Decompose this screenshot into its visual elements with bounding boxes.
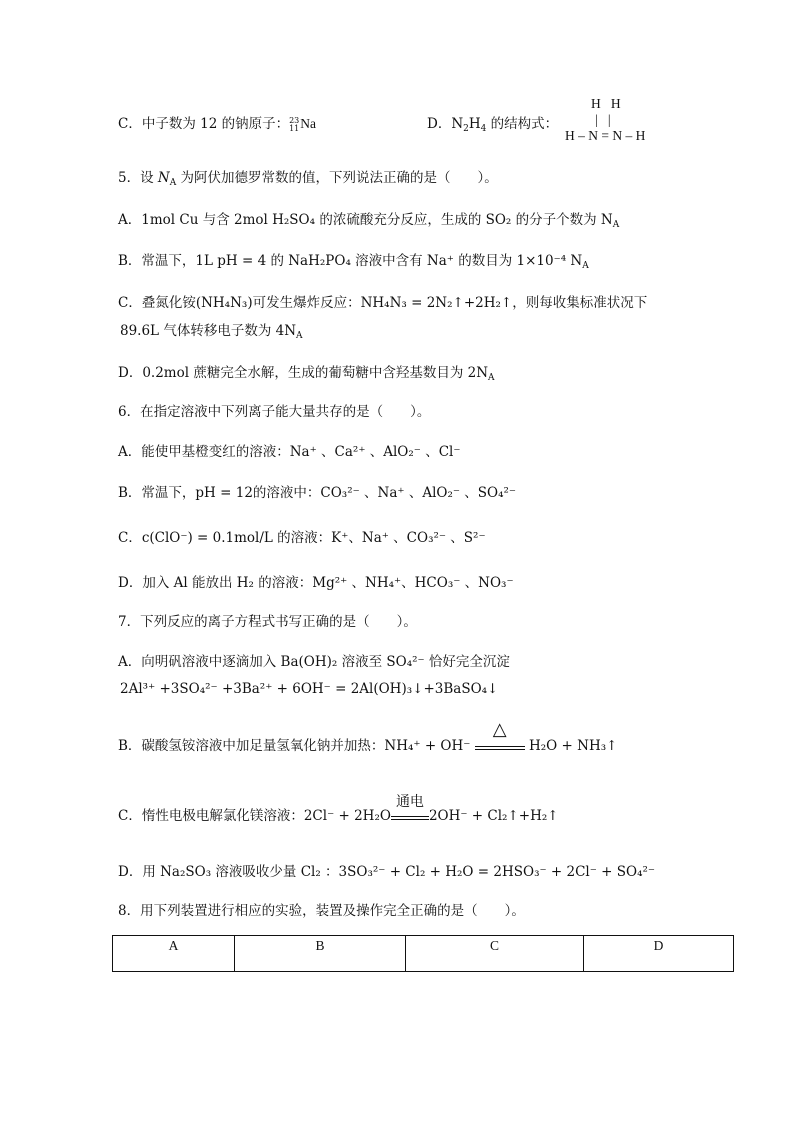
table-cell-c: C [406,936,584,972]
table-cell-b: B [235,936,406,972]
q5-option-c-line2: 89.6L 气体转移电子数为 $4N_A$ [120,323,303,341]
q7-option-a-line1: A．向明矾溶液中逐滴加入 Ba(OH)₂ 溶液至 SO₄²⁻ 恰好完全沉淀 [118,654,510,670]
electrolysis-condition: 通电 [391,812,429,820]
table-cell-d: D [584,936,734,972]
sodium-isotope: 23 11 [289,115,300,133]
q8-options-table [112,935,734,972]
heat-condition: △ [475,742,525,750]
q6-stem: 6．在指定溶液中下列离子能大量共存的是（ ）。 [118,404,431,420]
q5-option-c-line1: C．叠氮化铵(NH₄N₃)可发生爆炸反应：NH₄N₃ = 2N₂↑+2H₂↑，则每收集标准状况下 [118,295,648,311]
q7-option-b: B．碳酸氢铵溶液中加足量氢氧化钠并加热：NH₄⁺ + OH⁻ △ H₂O + NH₃↑ [118,719,618,754]
q7-stem: 7．下列反应的离子方程式书写正确的是（ ）。 [118,614,417,630]
q5-option-b: B．常温下，1L pH = 4 的 NaH₂PO₄ 溶液中含有 Na⁺ 的数目为 1×10⁻⁴ $N_A$ [118,253,589,271]
n2h4-structural-formula: H H | | H – N = N – H [565,96,646,143]
q7-option-c: C．惰性电极电解氯化镁溶液：2Cl⁻ + 2H₂O 通电 2OH⁻ + Cl₂↑+H₂↑ [118,794,559,824]
q7-option-d: D．用 Na₂SO₃ 溶液吸收少量 Cl₂ ：3SO₃²⁻ + Cl₂ + H₂O = 2HSO₃⁻ + 2Cl⁻ + SO₄²⁻ [118,864,656,880]
q8-stem: 8．用下列装置进行相应的实验，装置及操作完全正确的是（ ）。 [118,903,525,919]
q7-option-a-line2: 2Al³⁺ +3SO₄²⁻ +3Ba²⁺ + 6OH⁻ = 2Al(OH)₃↓+3BaSO₄↓ [120,681,499,697]
q4-option-c: C．中子数为 12 的钠原子： 23 11 Na [118,115,317,133]
q6-option-a: A．能使甲基橙变红的溶液：Na⁺ 、Ca²⁺ 、AlO₂⁻ 、Cl⁻ [118,444,461,460]
q6-option-c: C．c(ClO⁻) = 0.1mol/L 的溶液：K⁺、Na⁺ 、CO₃²⁻ 、S²⁻ [118,530,486,546]
q4-option-d: D．$N_2H_4$ 的结构式： [427,116,559,134]
q6-option-d: D．加入 Al 能放出 H₂ 的溶液：Mg²⁺ 、NH₄⁺、HCO₃⁻ 、NO₃⁻ [118,575,514,591]
table-cell-a: A [113,936,235,972]
table-row [113,936,734,972]
q5-option-d: D．0.2mol 蔗糖完全水解，生成的葡萄糖中含羟基数目为 $2N_A$ [118,365,495,383]
q5-option-a: A．1mol Cu 与含 2mol H₂SO₄ 的浓硫酸充分反应，生成的 SO₂ 的分子个数为 $N_A$ [118,212,620,230]
q6-option-b: B．常温下，pH = 12的溶液中：CO₃²⁻ 、Na⁺ 、AlO₂⁻ 、SO₄²⁻ [118,485,517,501]
q5-stem: 5．设 $N_A$ 为阿伏加德罗常数的值，下列说法正确的是（ ）。 [118,170,498,188]
